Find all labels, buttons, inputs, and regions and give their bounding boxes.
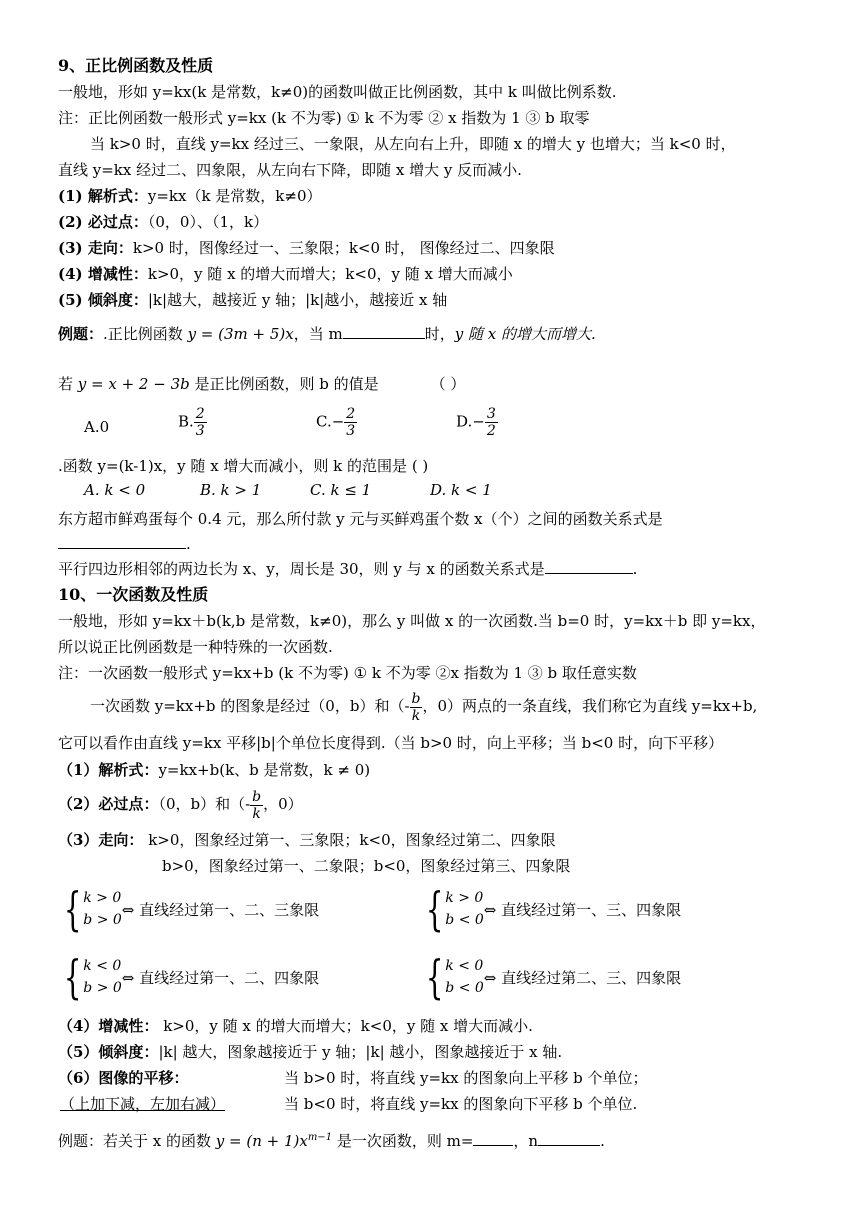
option-a[interactable]: A. k < 0 — [84, 481, 146, 499]
s9-desc-line2: 直线 y=kx 经过二、四象限，从左向右下降，即随 x 增大 y 反而减小. — [58, 161, 522, 179]
numerator: b — [252, 788, 262, 805]
s9-example-2-options — [58, 406, 758, 450]
case-block — [58, 950, 320, 1004]
example-text: 若 — [58, 375, 78, 393]
prop-text: k>0，y 随 x 的增大而增大；k<0，y 随 x 增大而减小. — [158, 1017, 533, 1035]
prop-label: （6）图像的平移： — [58, 1069, 189, 1087]
s9-example-1 — [58, 324, 596, 344]
answer-blank[interactable] — [545, 559, 633, 574]
numerator: 3 — [486, 406, 496, 422]
left-brace: { — [63, 882, 82, 936]
s10-definition-line2: 所以说正比例函数是一种特殊的一次函数. — [58, 638, 333, 656]
case-block — [420, 950, 682, 1004]
s9-note: 注：正比例函数一般形式 y=kx (k 不为零) ① k 不为零 ② x 指数为 1 ③ b 取零 — [58, 109, 590, 127]
condition: k > 0 — [83, 890, 122, 906]
prop-text: |k|越大，越接近 y 轴；|k|越小，越接近 x 轴 — [147, 291, 448, 309]
condition: b < 0 — [445, 912, 484, 928]
section-10-heading: 10、一次函数及性质 — [58, 585, 209, 604]
case-result: ⇔ 直线经过第一、二、三象限 — [121, 900, 320, 919]
example-text: 时， — [424, 325, 455, 343]
s9-property-5 — [58, 290, 447, 310]
prop-text: |k| 越大，图象越接近于 y 轴；|k| 越小，图象越接近于 x 轴. — [158, 1043, 563, 1061]
prop-text: （0，b）和（- — [158, 795, 251, 813]
answer-blank[interactable] — [58, 534, 186, 549]
s10-property-6 — [58, 1068, 188, 1088]
s10-definition-line1: 一般地，形如 y=kx＋b(k,b 是常数，k≠0)，那么 y 叫做 x 的一次函数.当 b=0 时，y=kx＋b 即 y=kx， — [58, 612, 766, 630]
option-c[interactable] — [316, 406, 357, 439]
s9-example-4: 东方超市鲜鸡蛋每个 0.4 元，那么所付款 y 元与买鲜鸡蛋个数 x（个）之间的函数关系式是 — [58, 510, 663, 528]
prop-text: y=kx（k 是常数，k≠0） — [147, 187, 322, 205]
prop-text: （0，0）、（1，k） — [147, 213, 269, 231]
s10-property-3-line2: b>0，图象经过第一、二象限；b<0，图象经过第三、四象限 — [162, 857, 571, 875]
answer-blank[interactable] — [343, 324, 425, 339]
numerator: b — [411, 690, 421, 707]
s9-example-4-answer — [58, 534, 191, 554]
condition: k > 0 — [445, 890, 484, 906]
s9-property-3 — [58, 238, 555, 258]
answer-blank[interactable] — [538, 1131, 600, 1146]
period: . — [632, 560, 638, 578]
s10-note: 注：一次函数一般形式 y=kx+b (k 不为零) ① k 不为零 ②x 指数为 1 ③ b 取任意实数 — [58, 664, 637, 682]
prop-label: （3）走向： — [58, 831, 144, 849]
condition: b > 0 — [83, 912, 122, 928]
s9-property-4 — [58, 264, 513, 284]
s9-property-2 — [58, 212, 268, 232]
case-block — [58, 882, 320, 936]
prop-text: k>0 时，图像经过一、三象限；k<0 时， 图像经过二、四象限 — [132, 239, 555, 257]
conditions — [445, 955, 484, 999]
desc-text: ，0）两点的一条直线，我们称它为直线 y=kx+b, — [422, 697, 758, 715]
prop-label: (4) 增减性： — [58, 265, 148, 283]
example-text: y 随 x 的增大而增大. — [454, 325, 596, 343]
prop-label: (5) 倾斜度： — [58, 291, 148, 309]
answer-paren[interactable]: （ ） — [430, 375, 466, 393]
conditions — [445, 887, 484, 931]
option-c[interactable]: C. k ≤ 1 — [310, 481, 372, 499]
prop-label: (1) 解析式： — [58, 187, 148, 205]
case-result: ⇔ 直线经过第二、三、四象限 — [483, 968, 682, 987]
prop-label: （4）增减性： — [58, 1017, 159, 1035]
s10-property-4 — [58, 1016, 533, 1036]
example-text: 是一次函数，则 m= — [332, 1132, 474, 1150]
prop-label: (3) 走向： — [58, 239, 133, 257]
section-9-heading: 9、正比例函数及性质 — [58, 56, 214, 75]
case-result: ⇔ 直线经过第一、三、四象限 — [483, 900, 682, 919]
formula-exponent: m−1 — [307, 1132, 333, 1143]
example-text: ，n — [513, 1132, 539, 1150]
prop-text: ，0） — [263, 795, 303, 813]
option-prefix: D.− — [456, 412, 485, 431]
fraction — [194, 406, 207, 439]
condition: k < 0 — [445, 958, 484, 974]
s9-property-1 — [58, 186, 322, 206]
prop-label: （2）必过点： — [58, 795, 159, 813]
left-brace: { — [63, 950, 82, 1004]
option-prefix: B. — [178, 412, 194, 431]
case-result: ⇔ 直线经过第一、二、四象限 — [121, 968, 320, 987]
s9-example-2 — [58, 374, 465, 394]
s9-definition: 一般地，形如 y=kx(k 是常数，k≠0)的函数叫做正比例函数，其中 k 叫做比例系数. — [58, 83, 617, 101]
s10-property-2 — [58, 784, 303, 824]
denominator: k — [411, 707, 421, 724]
s10-property-1 — [58, 760, 370, 780]
numerator: 2 — [195, 406, 205, 422]
s10-graph-desc-line2: 它可以看作由直线 y=kx 平移|b|个单位长度得到.（当 b>0 时，向上平移；当 b<0 时，向下平移） — [58, 734, 724, 752]
example-text: 是正比例函数，则 b 的值是 — [189, 375, 379, 393]
option-b[interactable]: B. k > 1 — [200, 481, 262, 499]
s9-example-5 — [58, 559, 637, 579]
option-d[interactable] — [456, 406, 498, 439]
formula: y = (3m + 5)x — [187, 325, 294, 343]
denominator: 2 — [486, 423, 496, 439]
denominator: k — [252, 805, 261, 822]
fraction — [344, 406, 357, 439]
option-b[interactable] — [178, 406, 207, 439]
condition: b < 0 — [445, 980, 484, 996]
fraction — [485, 406, 498, 439]
prop-text: k>0，y 随 x 的增大而增大；k<0，y 随 x 增大而减小 — [147, 265, 513, 283]
case-block — [420, 882, 682, 936]
s10-property-6-text2: 当 b<0 时，将直线 y=kx 的图象向下平移 b 个单位. — [284, 1095, 638, 1113]
example-text: 平行四边形相邻的两边长为 x、y，周长是 30，则 y 与 x 的函数关系式是 — [58, 560, 545, 578]
fraction — [250, 789, 263, 822]
example-text: ，当 m — [293, 325, 343, 343]
formula: y = x + 2 − 3b — [77, 375, 190, 393]
s10-property-6-text1: 当 b>0 时，将直线 y=kx 的图象向上平移 b 个单位； — [284, 1069, 648, 1087]
s10-property-5 — [58, 1042, 562, 1062]
left-brace: { — [425, 950, 444, 1004]
denominator: 3 — [346, 423, 356, 439]
prop-text: k>0，图象经过第一、三象限；k<0，图象经过第二、四象限 — [143, 831, 556, 849]
formula-base: y = (n + 1)x — [215, 1132, 308, 1150]
period: . — [600, 1132, 605, 1150]
formula — [216, 1132, 332, 1150]
condition: k < 0 — [83, 958, 122, 974]
s10-shift-rule-note: （上加下减，左加右减） — [60, 1095, 226, 1113]
numerator: 2 — [346, 406, 356, 422]
condition: b > 0 — [83, 980, 122, 996]
s9-desc-line1: 当 k>0 时，直线 y=kx 经过三、一象限，从左向右上升，即随 x 的增大 y 也增大；当 k<0 时， — [90, 135, 736, 153]
example-text: 例题：若关于 x 的函数 — [58, 1132, 216, 1150]
option-d[interactable]: D. k < 1 — [430, 481, 492, 499]
option-prefix: C.− — [316, 412, 345, 431]
denominator: 3 — [195, 423, 205, 439]
fraction — [410, 691, 423, 724]
s10-property-3 — [58, 830, 556, 850]
left-brace: { — [425, 882, 444, 936]
period: . — [186, 535, 191, 553]
prop-label: （1）解析式： — [58, 761, 159, 779]
conditions — [83, 887, 122, 931]
s10-example — [58, 1128, 605, 1151]
example-label: 例题： — [58, 325, 104, 343]
example-text: .正比例函数 — [103, 325, 188, 343]
prop-text: y=kx+b(k、b 是常数，k ≠ 0) — [158, 761, 371, 779]
s9-example-3: .函数 y=(k-1)x，y 随 x 增大而减小，则 k 的范围是 ( ) — [58, 457, 429, 475]
answer-blank[interactable] — [473, 1131, 513, 1146]
conditions — [83, 955, 122, 999]
s10-graph-desc-line1 — [90, 686, 757, 726]
prop-label: (2) 必过点： — [58, 213, 148, 231]
prop-label: （5）倾斜度： — [58, 1043, 159, 1061]
option-a[interactable]: A.0 — [84, 418, 110, 436]
s9-example-3-options — [58, 481, 758, 503]
desc-text: 一次函数 y=kx+b 的图象是经过（0，b）和（- — [90, 697, 410, 715]
